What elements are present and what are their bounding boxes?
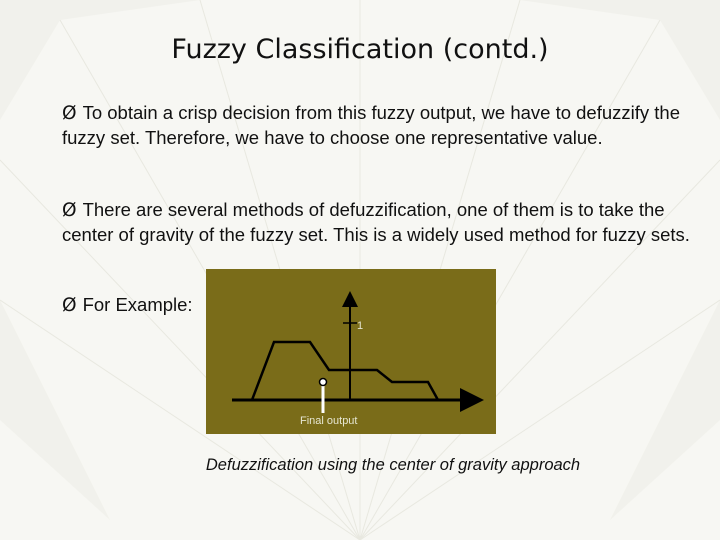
membership-plot <box>206 269 496 434</box>
final-output-label: Final output <box>300 415 358 427</box>
bullet-defuzzify <box>62 101 702 150</box>
fuzzy-set-outline <box>252 342 438 400</box>
bullet-arrow-icon: Ø <box>62 200 77 221</box>
slide-title: Fuzzy Classification (contd.) <box>171 34 549 65</box>
y-tick-label: 1 <box>357 320 364 332</box>
bullet-arrow-icon: Ø <box>62 103 77 124</box>
bullet-text: To obtain a crisp decision from this fuzzy output, we have to defuzzify the fuzzy set. Therefore, we have to choose one representative value. <box>62 102 681 148</box>
diagram-caption: Defuzzification using the center of gravity approach <box>205 456 581 474</box>
bullet-text: There are several methods of defuzzification, one of them is to take the center of gravity of the fuzzy set. This is a widely used method for fuzzy sets. <box>62 199 690 245</box>
bullet-text: For Example: <box>82 294 193 315</box>
bullet-methods <box>62 198 702 247</box>
cog-point <box>320 379 327 386</box>
defuzzification-diagram <box>206 269 496 434</box>
bullet-arrow-icon: Ø <box>62 295 77 316</box>
